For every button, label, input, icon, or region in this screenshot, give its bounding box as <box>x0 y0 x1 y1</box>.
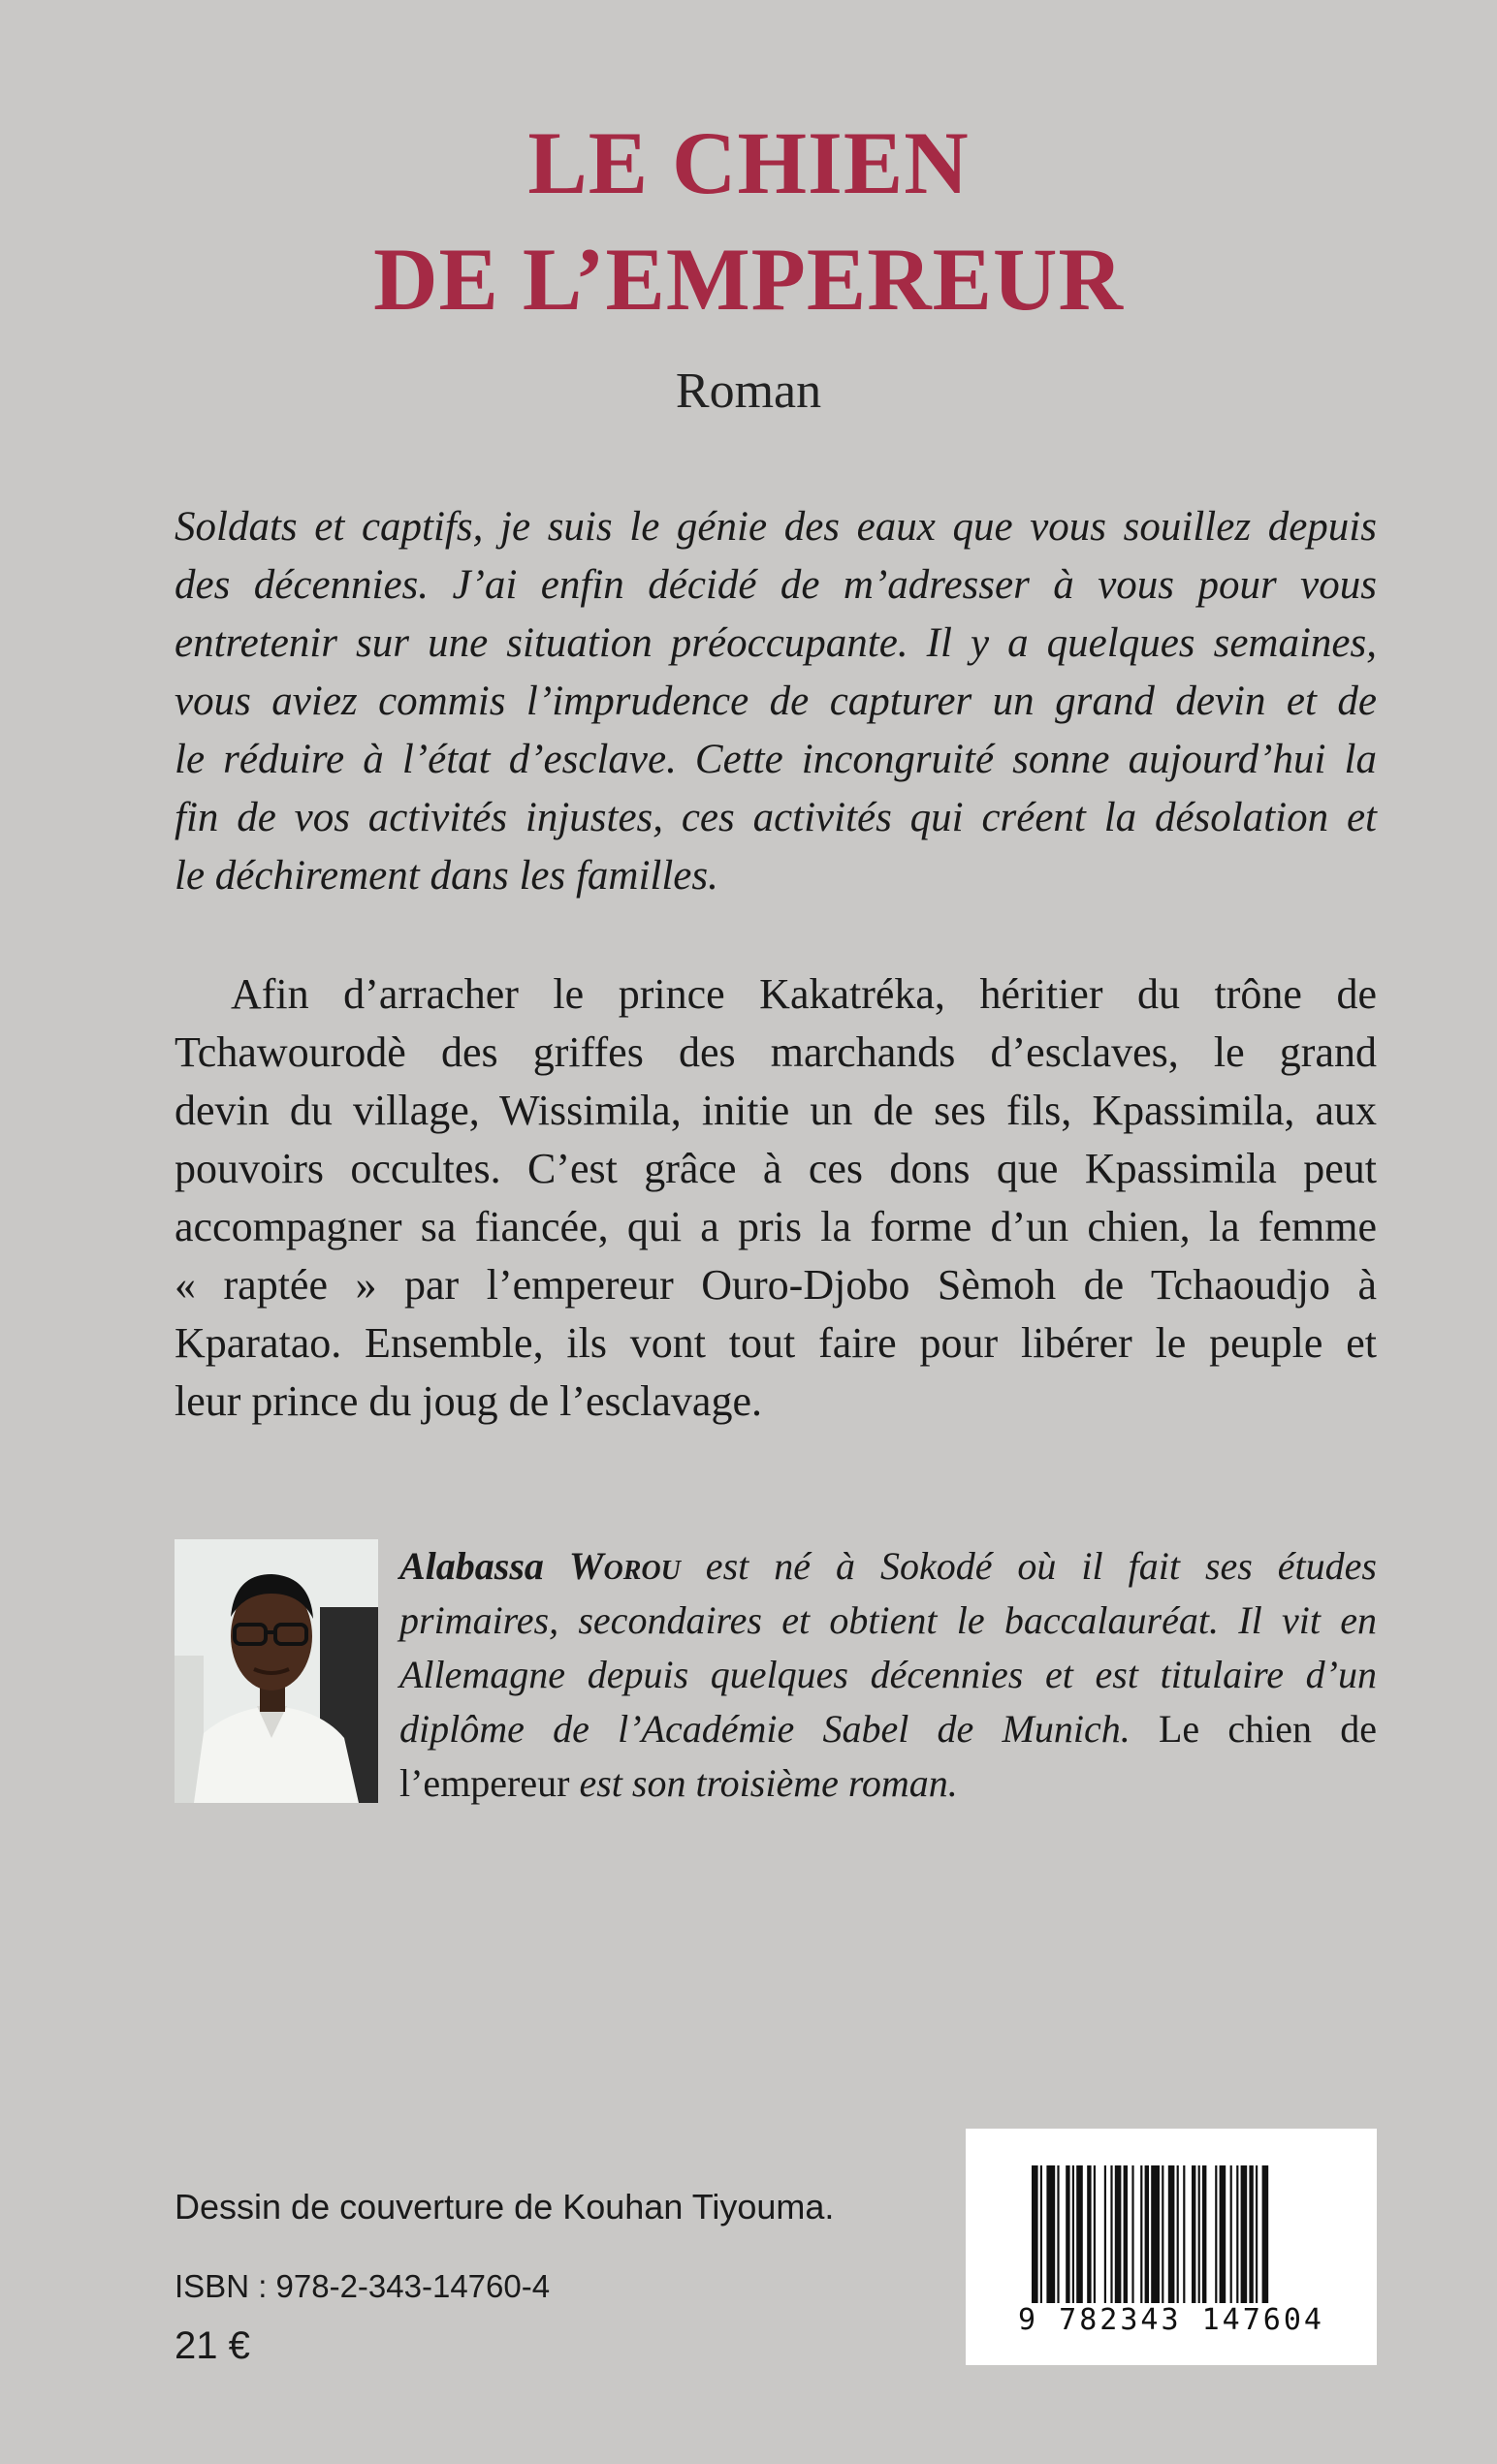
author-last-name: Worou <box>568 1544 681 1588</box>
barcode-bar <box>1131 2165 1133 2311</box>
barcode-bar <box>1177 2165 1179 2311</box>
barcode-bar <box>1057 2165 1059 2311</box>
synopsis-line: Tchawourodè des griffes des marchands d’esclaves, le grand <box>175 1028 1377 1076</box>
barcode-bar <box>1230 2165 1232 2311</box>
bio-text: diplôme de l’Académie Sabel de Munich. <box>399 1707 1131 1751</box>
author-bio <box>399 1539 1377 1811</box>
quote-line: le réduire à l’état d’esclave. Cette incongruité sonne aujourd’hui la <box>175 737 1377 782</box>
barcode-bar <box>1087 2165 1091 2311</box>
barcode-bar <box>1236 2165 1238 2311</box>
author-first-name: Alabassa <box>399 1544 544 1588</box>
author-portrait-illustration <box>175 1539 378 1803</box>
isbn: ISBN : 978-2-343-14760-4 <box>175 2268 551 2304</box>
bio-text: est né à Sokodé où il fait ses études <box>680 1544 1377 1588</box>
barcode-bar <box>1104 2165 1106 2311</box>
bio-book-title: Le chien de <box>1130 1707 1377 1751</box>
author-photo <box>175 1539 378 1803</box>
barcode-bar <box>1145 2165 1149 2311</box>
barcode <box>966 2129 1377 2365</box>
quote-line: fin de vos activités injustes, ces activités qui créent la désolation et <box>175 795 1377 840</box>
genre-label: Roman <box>675 363 822 419</box>
synopsis-line: Afin d’arracher le prince Kakatréka, héritier du trône de <box>231 970 1377 1018</box>
barcode-bar <box>1183 2165 1185 2311</box>
barcode-bar <box>1202 2165 1206 2311</box>
barcode-bar <box>1140 2165 1142 2311</box>
synopsis-line: Kparatao. Ensemble, ils vont tout faire pour libérer le peuple et <box>175 1319 1377 1367</box>
excerpt-quote <box>175 498 1377 905</box>
barcode-bar <box>1094 2165 1096 2311</box>
barcode-bar <box>1076 2165 1083 2311</box>
synopsis-line: leur prince du joug de l’esclavage. <box>175 1377 762 1425</box>
price: 21 € <box>175 2324 250 2367</box>
quote-line: entretenir sur une situation préoccupante. Il y a quelques semaines, <box>175 620 1377 666</box>
barcode-bar <box>1162 2165 1163 2311</box>
barcode-bar <box>1241 2165 1248 2311</box>
synopsis-line: « raptée » par l’empereur Ouro-Djobo Sèmoh de Tchaoudjo à <box>175 1261 1377 1309</box>
barcode-bar <box>1066 2165 1069 2311</box>
bio-text: Allemagne depuis quelques décennies et est titulaire d’un <box>399 1653 1377 1696</box>
barcode-bar <box>1192 2165 1195 2311</box>
barcode-bar <box>1215 2165 1217 2311</box>
barcode-bar <box>1032 2165 1038 2311</box>
barcode-bar <box>1072 2165 1074 2311</box>
barcode-bar <box>1110 2165 1112 2311</box>
bio-text: primaires, secondaires et obtient le baccalauréat. Il vit en <box>399 1598 1377 1642</box>
cover-credit: Dessin de couverture de Kouhan Tiyouma. <box>175 2187 835 2227</box>
synopsis <box>175 965 1377 1431</box>
synopsis-line: accompagner sa fiancée, qui a pris la forme d’un chien, la femme <box>175 1203 1377 1250</box>
quote-line: le déchirement dans les familles. <box>175 853 718 899</box>
quote-line: vous aviez commis l’imprudence de capturer un grand devin et de <box>175 679 1377 724</box>
barcode-bar <box>1046 2165 1055 2311</box>
barcode-bar <box>1220 2165 1226 2311</box>
barcode-bar <box>1198 2165 1200 2311</box>
synopsis-line: pouvoirs occultes. C’est grâce à ces dons que Kpassimila peut <box>175 1145 1377 1192</box>
barcode-bar <box>1249 2165 1253 2311</box>
bio-book-title: l’empereur <box>399 1761 570 1805</box>
quote-line: des décennies. J’ai enfin décidé de m’adresser à vous pour vous <box>175 562 1377 608</box>
barcode-bar <box>1168 2165 1175 2311</box>
barcode-bar <box>1151 2165 1160 2311</box>
barcode-bar <box>1124 2165 1128 2311</box>
barcode-bar <box>1262 2165 1269 2311</box>
book-title-line-2: DE L’EMPEREUR <box>373 230 1124 329</box>
barcode-digits: 9 782343 147604 <box>1004 2303 1338 2337</box>
bio-text: est son troisième roman. <box>569 1761 958 1805</box>
barcode-bar <box>1256 2165 1258 2311</box>
barcode-bar <box>1040 2165 1042 2311</box>
book-title-line-1: LE CHIEN <box>527 113 970 212</box>
quote-line: Soldats et captifs, je suis le génie des eaux que vous souillez depuis <box>175 504 1377 550</box>
barcode-bar <box>1115 2165 1122 2311</box>
synopsis-line: devin du village, Wissimila, initie un de ses fils, Kpassimila, aux <box>175 1087 1377 1134</box>
